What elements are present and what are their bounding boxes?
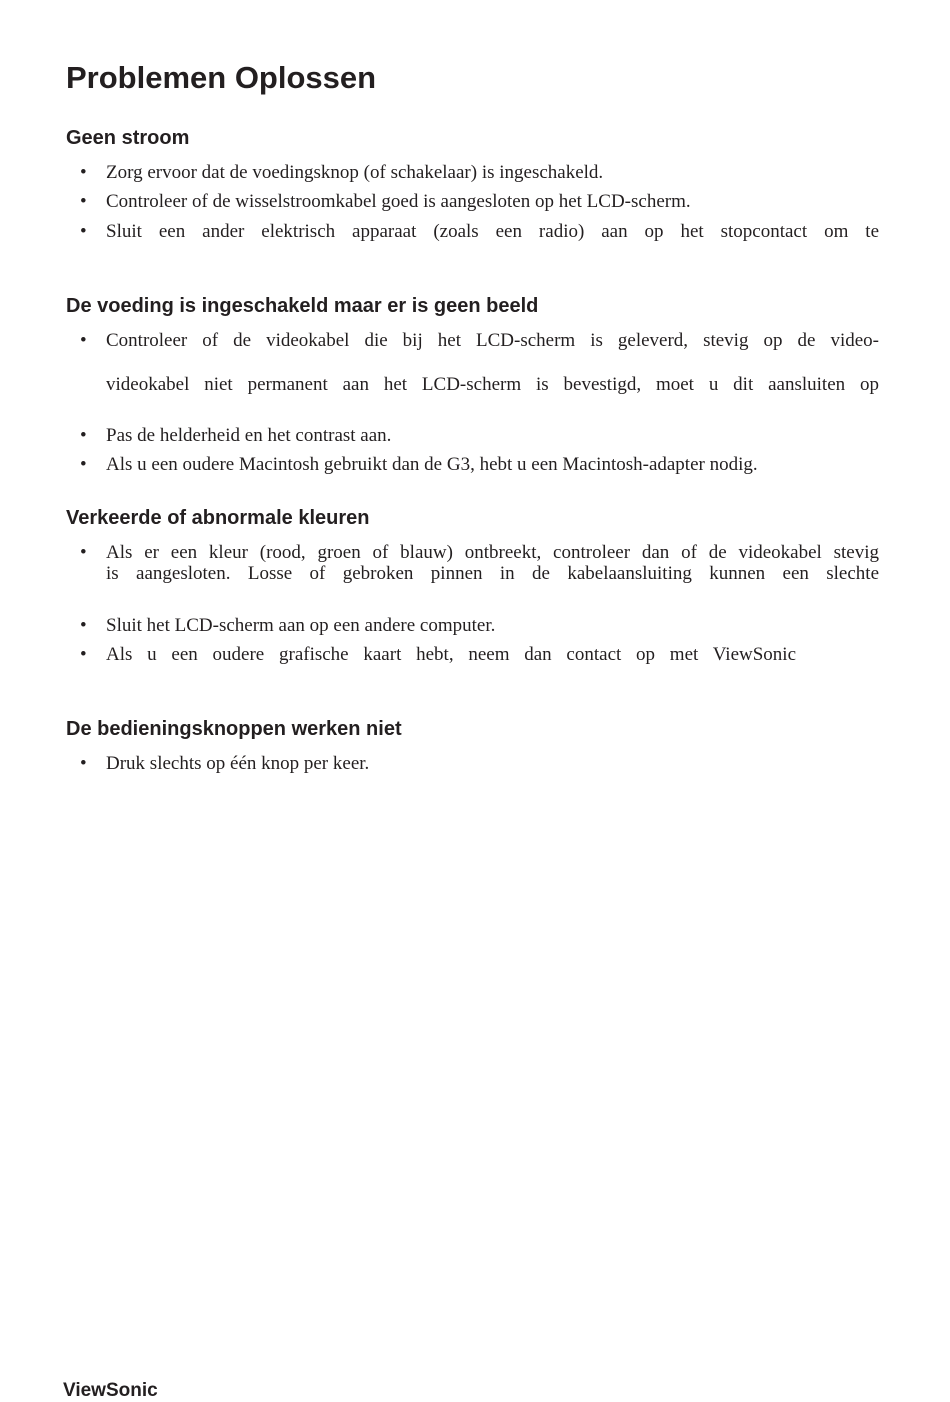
bullet-icon: • (80, 753, 87, 774)
bullet-icon: • (80, 221, 87, 242)
list-item: Als u een oudere Macintosh gebruikt dan de G3, hebt u een Macintosh-adapter nodig. (106, 454, 758, 475)
bullet-icon: • (80, 454, 87, 475)
list-item: Sluit een ander elektrisch apparaat (zoals een radio) aan op het stopcontact om te (106, 221, 879, 242)
list-item: Druk slechts op één knop per keer. (106, 753, 370, 774)
list-item-line-2: videokabel niet permanent aan het LCD-scherm is bevestigd, moet u dit aansluiten op (106, 374, 879, 395)
section-heading: Geen stroom (66, 127, 190, 149)
section-heading: Verkeerde of abnormale kleuren (66, 507, 370, 529)
list-item-line-1: Als er een kleur (rood, groen of blauw) ontbreekt, controleer dan of de videokabel stevig (106, 542, 879, 563)
footer-brand: ViewSonic (63, 1380, 158, 1401)
bullet-icon: • (80, 330, 87, 351)
list-item: Pas de helderheid en het contrast aan. (106, 425, 392, 446)
list-item: Als u een oudere grafische kaart hebt, neem dan contact op met ViewSonic (106, 644, 796, 665)
bullet-icon: • (80, 542, 87, 563)
list-item: Zorg ervoor dat de voedingsknop (of schakelaar) is ingeschakeld. (106, 162, 604, 183)
page-title: Problemen Oplossen (66, 60, 377, 95)
list-item-line-1: Controleer of de videokabel die bij het LCD-scherm is geleverd, stevig op de video- (106, 330, 879, 351)
bullet-icon: • (80, 425, 87, 446)
bullet-icon: • (80, 162, 87, 183)
list-item: Controleer of de wisselstroomkabel goed is aangesloten op het LCD-scherm. (106, 191, 691, 212)
list-item-line-2: is aangesloten. Losse of gebroken pinnen in de kabelaansluiting kunnen een slechte (106, 563, 879, 584)
bullet-icon: • (80, 191, 87, 212)
list-item: Sluit het LCD-scherm aan op een andere computer. (106, 615, 496, 636)
section-heading: De bedieningsknoppen werken niet (66, 718, 402, 740)
section-heading: De voeding is ingeschakeld maar er is geen beeld (66, 295, 539, 317)
bullet-icon: • (80, 644, 87, 665)
bullet-icon: • (80, 615, 87, 636)
